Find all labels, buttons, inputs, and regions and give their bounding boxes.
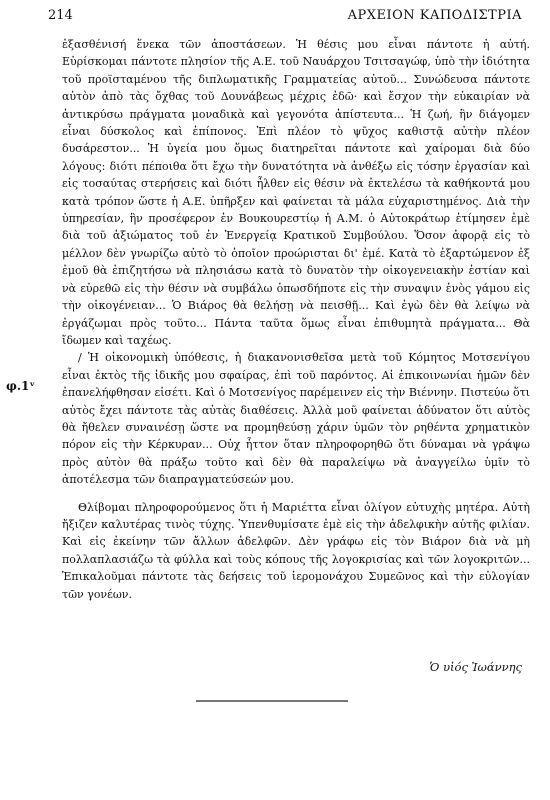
folio-marker: φ.1ᵛ (6, 379, 36, 393)
page-header (0, 6, 550, 24)
running-head: ΑΡΧΕΙΟΝ ΚΑΠΟΔΙΣΤΡΙΑ (347, 8, 522, 23)
footer-rule (196, 700, 348, 702)
page-number: 214 (48, 8, 73, 23)
letter-body (62, 36, 530, 603)
signature: Ὁ υἱός Ἰωάννης (429, 660, 522, 674)
paragraph-1: ἐξασθένισή ἕνεκα τῶν ἀποστάσεων. Ἡ θέσις μου εἶναι πάντοτε ἡ αὐτή. Εὑρίσκομαι πάντοτε πλησίον τῆς Α.Ε. τοῦ Ναυάρχου Τσιτσαγώφ, ὑπὸ τὴν ἰδιότητα τοῦ προϊσταμένου τῆς διπλωματικῆς Γραμματείας αὐτοῦ... Συνώδευσα πάντοτε αὐτὸν ἀπὸ τὰς ὄχθας τοῦ Δουνάβεως μέχρις ἐδῶ· καὶ ἔσχον τὴν εὐκαιρίαν νὰ ἀντικρύσω πράγματα μοναδικὰ καὶ γεγονότα ἀπίστευτα... Ἡ ζωή, ἣν διάγομεν εἶναι δύσκολος καὶ ἐπίπονος. Ἐπὶ πλέον τὸ ψῦχος καθιστᾷ αὐτὴν πλέον δυσάρεστον... Ἡ ὑγεία μου ὅμως διατηρεῖται πάντοτε καὶ χαίρομαι διὰ δύο λόγους: διότι πέποιθα ὅτι ἔχω τὴν δυνατότητα νὰ ἀνθέξω εἰς τόσην ἐργασίαν καὶ εἰς τοσαύτας στερήσεις καὶ διότι ἦλθεν εἰς θέσιν νὰ ἐκτελέσω τὰ καθήκοντά μου κατὰ τρόπον ὥστε ἡ Α.Ε. ὑπῆρξεν καὶ φαίνεται τὰ μάλα εὐχαριστημένος. Διὰ τὴν ὑπηρεσίαν, ἣν προσέφερον ἐν Βουκουρεστίῳ ἡ Α.Μ. ὁ Αὐτοκράτωρ ἐτίμησεν ἐμὲ διὰ τοῦ ἀξιώματος τοῦ ἐν Ἐνεργείᾳ Κρατικοῦ Συμβούλου. Ὅσον ἀφορᾷ εἰς τὸ μέλλον δὲν γνωρίζω αὐτὸ τὸ ὁποῖον προώρισται δι' ἐμέ. Κατὰ τὸ ἐξαρτώμενον ἐξ ἐμοῦ θὰ ἐπιζητήσω νὰ πλησιάσω κατὰ τὸ δυνατὸν τὴν οἰκογενειακὴν ἑστίαν καὶ νὰ εὑρεθῶ εἰς τὴν θέσιν νὰ συμβάλω ὁπωσδήποτε εἰς τὴν συναψιν ἑνὸς γάμου εἰς τὴν οἰκογένειαν... Ὁ Βιάρος θὰ θελήσῃ νὰ πεισθῇ... Καὶ ἐγὼ δὲν θὰ λείψω νὰ ἐργάζωμαι πρὸς τοῦτο... Πάντα ταῦτα ὅμως εἶναι ἐπιθυμητὰ πράγματα... Θὰ ἴδωμεν καὶ ταχέως. (62, 38, 530, 347)
paragraph-3: Θλίβομαι πληροφορούμενος ὅτι ἡ Μαριέττα εἶναι ὀλίγον εὐτυχὴς μητέρα. Αὐτὴ ἤξιζεν καλυτέρας τινὸς τύχης. Ὑπενθυμίσατε ἐμὲ εἰς τὴν ἀδελφικὴν αὐτῆς φιλίαν. Καὶ εἰς ἐκείνην τῶν ἄλλων ἀδελφῶν. Δὲν γράφω εἰς τὸν Βιάρον διὰ νὰ μὴ πολλαπλασιάζω τὰ φύλλα καὶ τοὺς κόπους τῆς λογοκρισίας καὶ τῶν λογοκριτῶν... Ἐπικαλοῦμαι πάντοτε τὰς δεήσεις τοῦ ἱερομονάχου Συμεῶνος καὶ τὴν εὐλογίαν τῶν γονέων. (62, 500, 530, 601)
paragraph-2: / Ἡ οἰκονομικὴ ὑπόθεσις, ἡ διακανονισθεῖσα μετὰ τοῦ Κόμητος Μοτσενίγου εἶναι ἐκτὸς τῆς ἰδικῆς μου σφαίρας, ἐπὶ τοῦ παρόντος. Αἱ ἐπικοινωνίαι ἡμῶν δὲν ἐπανελήφθησαν εἰσέτι. Καὶ ὁ Μοτσενίγος παρέμεινεν εἰς τὴν Βιέννην. Πιστεύω ὅτι αὐτὸς ἔχει πάντοτε τὰς αὐτὰς διαθέσεις. Ἀλλὰ μοῦ φαίνεται ἀδύνατον ὅτι αὐτὸς θὰ ἤθελεν συναινέσῃ ὥστε να προμηθεύσῃ χάριν ὑμῶν τὸν ρηθέντα χρηματικὸν πόρον εἰς τὴν Κέρκυραν... Οὐχ ἧττον ὅταν πληροφορηθῶ ὅτι δύναμαι νὰ γράψω πρὸς αὐτὸν θὰ πράξω τοῦτο καὶ δὲν θὰ παραλείψω νὰ ἀναγγείλω ὑμῖν τὸ ἀποτέλεσμα τῶν διαπραγματεύσεών μου. (62, 351, 530, 487)
